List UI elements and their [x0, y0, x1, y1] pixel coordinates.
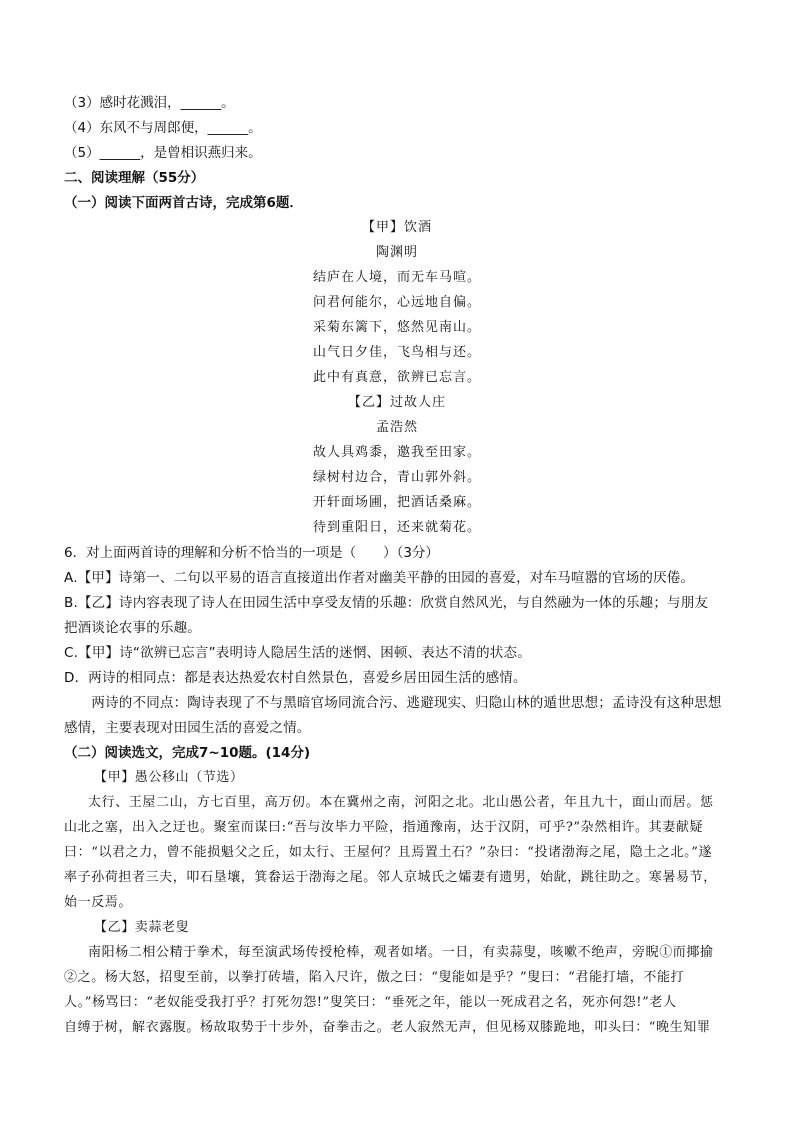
option-d: D．两诗的相同点：都是表达热爱农村自然景色，喜爱乡居田园生活的感情。: [64, 670, 527, 686]
option-d-differences: 两诗的不同点：陶诗表现了不与黑暗官场同流合污、逃避现实、归隐山林的遁世思想；孟诗没有这种思想: [64, 695, 722, 711]
poem-b-line: 故人具鸡黍，邀我至田家。: [312, 445, 481, 460]
poem-a-line: 采菊东篱下，悠然见南山。: [312, 320, 481, 335]
text-b-title: 【乙】卖蒜老叟: [94, 920, 190, 935]
poem-a-line: 问君何能尔，心远地自偏。: [312, 295, 481, 310]
text-a-title: 【甲】愚公移山（节选）: [94, 770, 244, 785]
poem-a-line: 此中有真意，欲辨已忘言。: [312, 370, 481, 385]
poem-a-title: 【甲】饮酒: [361, 220, 432, 235]
poem-b-title: 【乙】过故人庄: [347, 395, 446, 410]
text-b-line: 南阳杨二相公精于拳术，每至演武场传授枪棒，观者如堵。一日，有卖蒜叟，咳嗽不绝声，旁睨①而揶揄: [88, 945, 714, 960]
part2-heading: （二）阅读选文，完成7~10题。(14分): [64, 745, 311, 761]
poem-b-line: 开轩面场圃，把酒话桑麻。: [312, 495, 481, 510]
poem-b-line: 绿树村边合，青山郭外斜。: [312, 470, 481, 485]
text-a-line: 曰：“以君之力，曾不能损魁父之丘，如太行、王屋何？且焉置土石？”杂曰：“投诸渤海之尾，隐土之北。”遂: [64, 845, 713, 860]
text-a-line: 率子孙荷担者三夫，叩石垦壤，箕畚运于渤海之尾。邻人京城氏之孀妻有遗男，始龀，跳往助之。寒暑易节，: [64, 870, 717, 885]
fill-line-5: （5）______，是曾相识燕归来。: [64, 145, 262, 161]
text-a-line: 太行、王屋二山，方七百里，高万仞。本在冀州之南，河阳之北。北山愚公者，年且九十，面山而居。惩: [88, 795, 714, 810]
question-6-stem: 6．对上面两首诗的理解和分析不恰当的一项是（ ）（3分）: [64, 545, 439, 561]
text-a-line: 始一反焉。: [64, 895, 133, 910]
text-b-line: ②之。杨大怒，招叟至前，以拳打砖墙，陷入尺许，傲之曰：“叟能如是乎？”叟曰：“君能打墙，不能打: [64, 970, 685, 985]
section-heading: 二、阅读理解（55分）: [64, 170, 205, 186]
fill-line-3: （3）感时花溅泪，______。: [64, 95, 235, 111]
option-b-continued: 把酒谈论农事的乐趣。: [64, 620, 201, 636]
part1-heading: （一）阅读下面两首古诗，完成第6题．: [64, 195, 303, 211]
text-a-line: 山北之塞，出入之迂也。聚室而谋曰:“吾与汝毕力平险，指通豫南，达于汉阴，可乎?”杂然相许。其妻献疑: [64, 820, 704, 835]
text-b-line: 人。”杨骂曰：“老奴能受我打乎？打死勿怨!”叟笑曰：“垂死之年，能以一死成君之名，死亦何怨!”老人: [64, 995, 677, 1010]
text-b-line: 自缚于树，解衣露腹。杨故取势于十步外，奋拳击之。老人寂然无声，但见杨双膝跪地，叩头曰：“晚生知罪: [64, 1020, 711, 1035]
fill-line-4: （4）东风不与周郎便，______。: [64, 120, 262, 136]
poem-b-author: 孟浩然: [375, 420, 418, 435]
option-d-continued: 感情，主要表现对田园生活的喜爱之情。: [64, 720, 311, 736]
option-b: B.【乙】诗内容表现了诗人在田园生活中享受友情的乐趣：欣赏自然风光，与自然融为一体的乐趣；与朋友: [64, 595, 709, 611]
option-a: A.【甲】诗第一、二句以平易的语言直接道出作者对幽美平静的田园的喜爱，对车马喧嚣的官场的厌倦。: [64, 570, 695, 586]
poem-a-line: 结庐在人境，而无车马喧。: [312, 270, 481, 285]
option-c: C.【甲】诗“欲辨已忘言”表明诗人隐居生活的迷惘、困顿、表达不清的状态。: [64, 645, 531, 661]
poem-a-author: 陶渊明: [375, 245, 418, 260]
poem-b-line: 待到重阳日，还来就菊花。: [312, 520, 481, 535]
poem-a-line: 山气日夕佳，飞鸟相与还。: [312, 345, 481, 360]
